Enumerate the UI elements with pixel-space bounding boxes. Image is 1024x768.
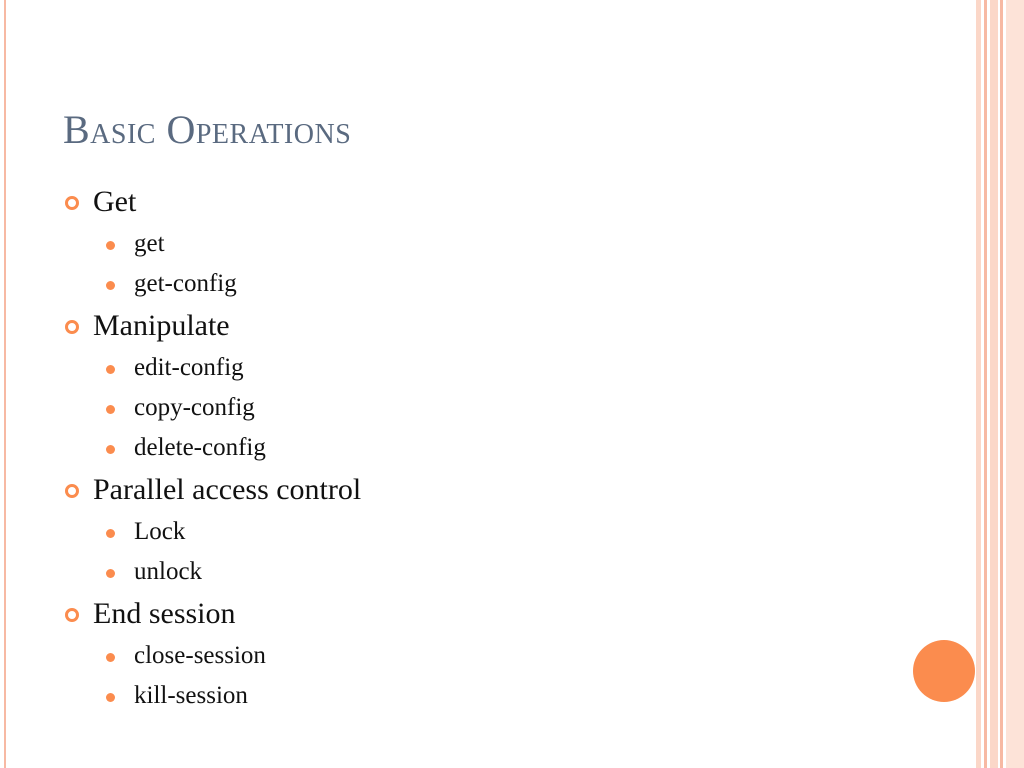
sub-bullet-label: get [134,230,165,257]
sub-bullet-item [63,224,943,264]
bullet-list [63,180,943,716]
dot-bullet-icon [106,569,115,578]
dot-bullet-icon [106,529,115,538]
ring-bullet-icon [65,608,79,622]
bullet-label: End session [93,597,236,630]
sub-bullet-item [63,552,943,592]
right-decor-stripe [984,0,987,768]
bullet-item-parallel-access-control [63,468,943,512]
right-decor-stripe [990,0,998,768]
sub-bullet-label: get-config [134,270,237,297]
sub-bullet-item [63,388,943,428]
left-border-line [4,0,6,768]
sub-bullet-item [63,264,943,304]
dot-bullet-icon [106,365,115,374]
right-decor-stripe [976,0,981,768]
dot-bullet-icon [106,241,115,250]
bullet-item-get [63,180,943,224]
sub-bullet-label: delete-config [134,434,266,461]
sub-bullet-item [63,348,943,388]
right-decor-stripe [1006,0,1024,768]
ring-bullet-icon [65,320,79,334]
bullet-label: Get [93,185,137,218]
bullet-label: Parallel access control [93,473,362,506]
sub-bullet-label: edit-config [134,354,244,381]
sub-bullet-item [63,676,943,716]
dot-bullet-icon [106,693,115,702]
bullet-item-manipulate [63,304,943,348]
sub-bullet-item [63,428,943,468]
slide-title: Basic Operations [63,107,352,152]
sub-bullet-label: copy-config [134,394,255,421]
bullet-item-end-session [63,592,943,636]
dot-bullet-icon [106,445,115,454]
sub-bullet-label: unlock [134,558,203,585]
sub-bullet-item [63,512,943,552]
dot-bullet-icon [106,653,115,662]
ring-bullet-icon [65,196,79,210]
sub-bullet-label: kill-session [134,682,248,709]
sub-bullet-item [63,636,943,676]
dot-bullet-icon [106,405,115,414]
dot-bullet-icon [106,281,115,290]
sub-bullet-label: Lock [134,518,186,545]
right-decor-stripe [1000,0,1003,768]
bullet-label: Manipulate [93,309,230,342]
ring-bullet-icon [65,484,79,498]
sub-bullet-label: close-session [134,642,266,669]
